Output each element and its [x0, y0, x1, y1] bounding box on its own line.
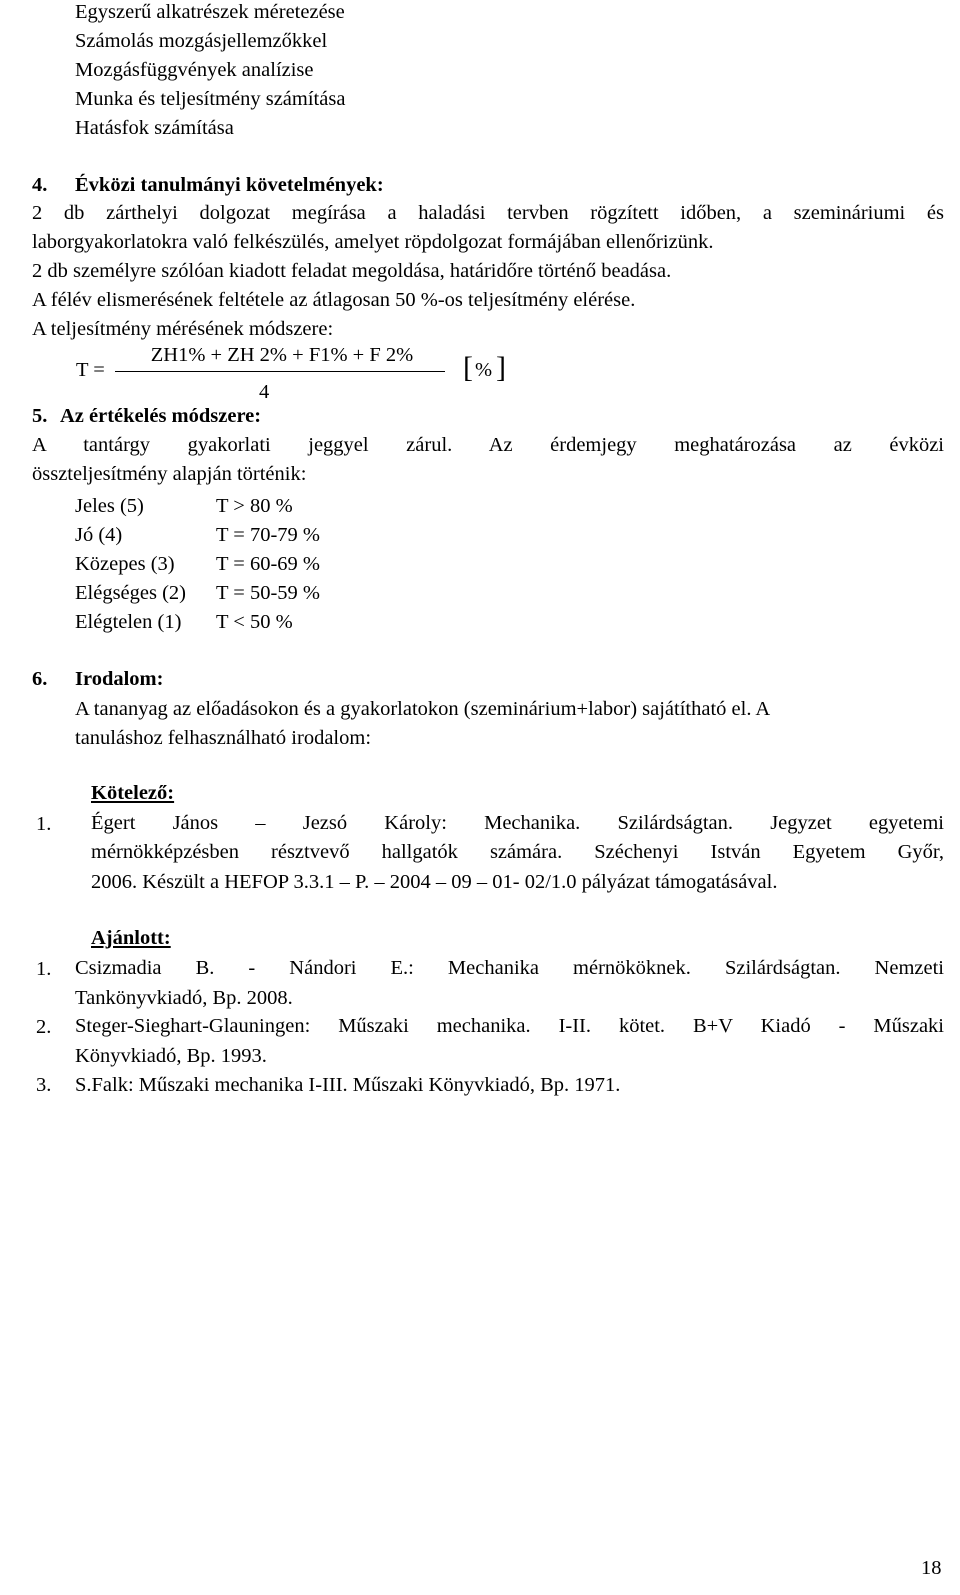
reference-line: mérnökképzésben résztvevő hallgatók számára. Széchenyi István Egyetem Győr,	[91, 841, 944, 863]
topic-item: Egyszerű alkatrészek méretezése	[75, 1, 345, 23]
reference-line: 2006. Készült a HEFOP 3.3.1 – P. – 2004 – 09 – 01- 02/1.0 pályázat támogatásával.	[91, 871, 778, 893]
section-6-number: 6.	[32, 668, 48, 690]
grade-label: Elégtelen (1)	[75, 611, 182, 633]
grade-range: T = 70-79 %	[216, 524, 320, 546]
formula-bracket-open: [	[463, 351, 473, 384]
grade-label: Közepes (3)	[75, 553, 175, 575]
reference-line: Égert János – Jezsó Károly: Mechanika. Szilárdságtan. Jegyzet egyetemi	[91, 812, 944, 834]
section-4-line: A teljesítmény mérésének módszere:	[32, 318, 334, 340]
reference-number: 1.	[36, 813, 52, 835]
topic-item: Hatásfok számítása	[75, 117, 234, 139]
formula-unit: %	[475, 359, 493, 381]
reference-line: Könyvkiadó, Bp. 1993.	[75, 1045, 267, 1067]
section-6-intro-line: A tananyag az előadásokon és a gyakorlatokon (szeminárium+labor) sajátítható el. A	[75, 698, 771, 720]
formula-fraction-bar	[115, 371, 445, 372]
formula-denominator: 4	[259, 381, 270, 403]
reference-line: Csizmadia B. - Nándori E.: Mechanika mérnököknek. Szilárdságtan. Nemzeti	[75, 957, 944, 979]
section-5-paragraph-line: összteljesítmény alapján történik:	[32, 463, 307, 485]
formula-bracket-close: ]	[496, 351, 506, 384]
section-4-number: 4.	[32, 174, 48, 196]
reference-line: Tankönyvkiadó, Bp. 2008.	[75, 987, 293, 1009]
grade-range: T > 80 %	[216, 495, 293, 517]
grade-label: Jó (4)	[75, 524, 123, 546]
reference-number: 3.	[36, 1074, 52, 1096]
formula-lhs: T =	[76, 359, 105, 381]
reference-line: S.Falk: Műszaki mechanika I-III. Műszaki Könyvkiadó, Bp. 1971.	[75, 1074, 621, 1096]
grade-range: T < 50 %	[216, 611, 293, 633]
page-number: 18	[921, 1557, 942, 1579]
reference-number: 2.	[36, 1016, 52, 1038]
mandatory-heading: Kötelező:	[91, 782, 175, 804]
recommended-heading: Ajánlott:	[91, 927, 171, 949]
grade-label: Elégséges (2)	[75, 582, 186, 604]
section-4-paragraph-line: laborgyakorlatokra való felkészülés, amelyet röpdolgozat formájában ellenőrizünk.	[32, 231, 714, 253]
reference-number: 1.	[36, 958, 52, 980]
formula-numerator: ZH1% + ZH 2% + F1% + F 2%	[150, 344, 414, 366]
section-6-title: Irodalom:	[75, 668, 164, 690]
topic-item: Munka és teljesítmény számítása	[75, 88, 346, 110]
section-4-line: 2 db személyre szólóan kiadott feladat megoldása, határidőre történő beadása.	[32, 260, 672, 282]
section-5-number: 5.	[32, 405, 48, 427]
reference-line: Steger-Sieghart-Glauningen: Műszaki mechanika. I-II. kötet. B+V Kiadó - Műszaki	[75, 1015, 944, 1037]
section-4-line: A félév elismerésének feltétele az átlagosan 50 %-os teljesítmény elérése.	[32, 289, 636, 311]
section-5-paragraph-line: A tantárgy gyakorlati jeggyel zárul. Az érdemjegy meghatározása az évközi	[32, 434, 944, 456]
grade-range: T = 60-69 %	[216, 553, 320, 575]
topic-item: Mozgásfüggvények analízise	[75, 59, 314, 81]
section-6-intro-line: tanuláshoz felhasználható irodalom:	[75, 727, 372, 749]
topic-item: Számolás mozgásjellemzőkkel	[75, 30, 328, 52]
section-4-title: Évközi tanulmányi követelmények:	[75, 174, 384, 196]
grade-range: T = 50-59 %	[216, 582, 320, 604]
section-5-title: Az értékelés módszere:	[60, 405, 262, 427]
grade-label: Jeles (5)	[75, 495, 144, 517]
section-4-paragraph-line: 2 db zárthelyi dolgozat megírása a haladási tervben rögzített időben, a szemináriumi és	[32, 202, 944, 224]
